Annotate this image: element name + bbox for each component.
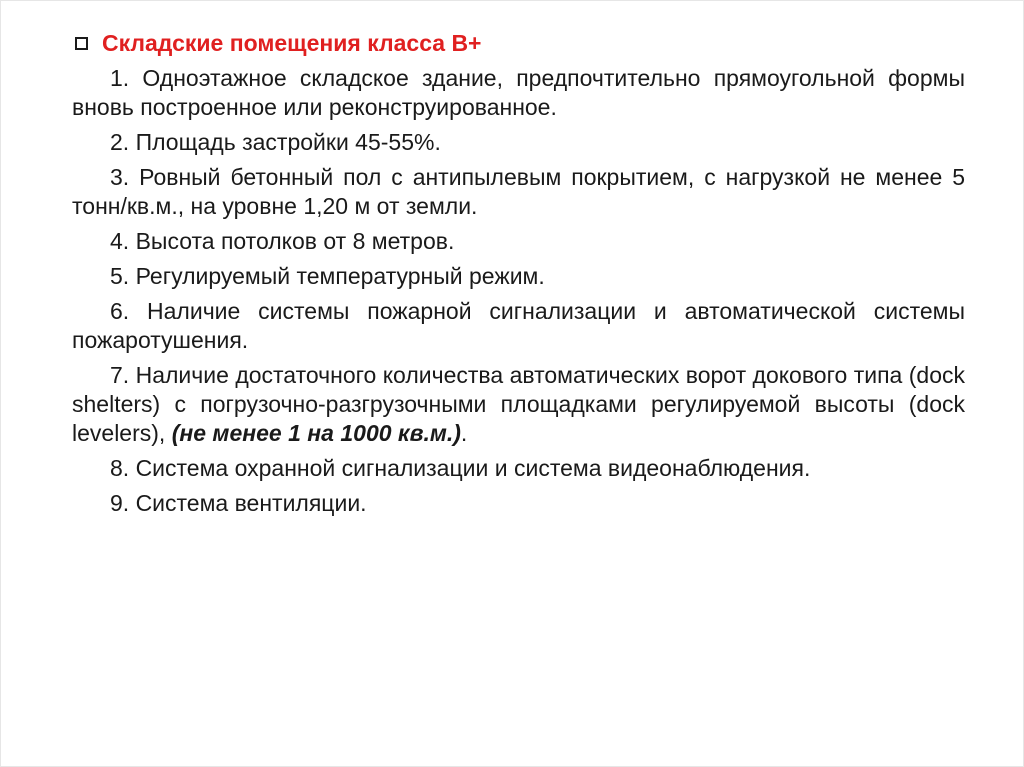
slide-heading [75,29,965,58]
list-item-7-tail: . [460,420,468,446]
list-item-3: 3. Ровный бетонный пол с антипылевым покрытием, с нагрузкой не менее 5 тонн/кв.м., на уровне 1,20 м от земли. [72,164,965,219]
list-item-8: 8. Система охранной сигнализации и система видеонаблюдения. [110,455,811,481]
list-item-9: 9. Система вентиляции. [110,490,367,516]
list-item-1: 1. Одноэтажное складское здание, предпочтительно прямоугольной формы вновь построенное или реконструированное. [72,65,965,120]
list-item-7-text: 7. Наличие достаточного количества автоматических ворот докового типа (dock shelters) с погрузочно-разгрузочными площадками регулируемой высоты (dock levelers), [72,362,965,446]
list-item-4: 4. Высота потолков от 8 метров. [110,228,455,254]
list-item-5: 5. Регулируемый температурный режим. [110,263,545,289]
heading-title: Складские помещения класса В+ [102,30,482,56]
slide-content [72,29,965,524]
list-item-2: 2. Площадь застройки 45-55%. [110,129,441,155]
list-item-7-emphasis: (не менее 1 на 1000 кв.м.) [171,420,461,446]
list-item-7 [72,361,965,448]
list-item-6: 6. Наличие системы пожарной сигнализации и автоматической системы пожаротушения. [72,298,965,353]
checkbox-square-icon [75,37,88,50]
